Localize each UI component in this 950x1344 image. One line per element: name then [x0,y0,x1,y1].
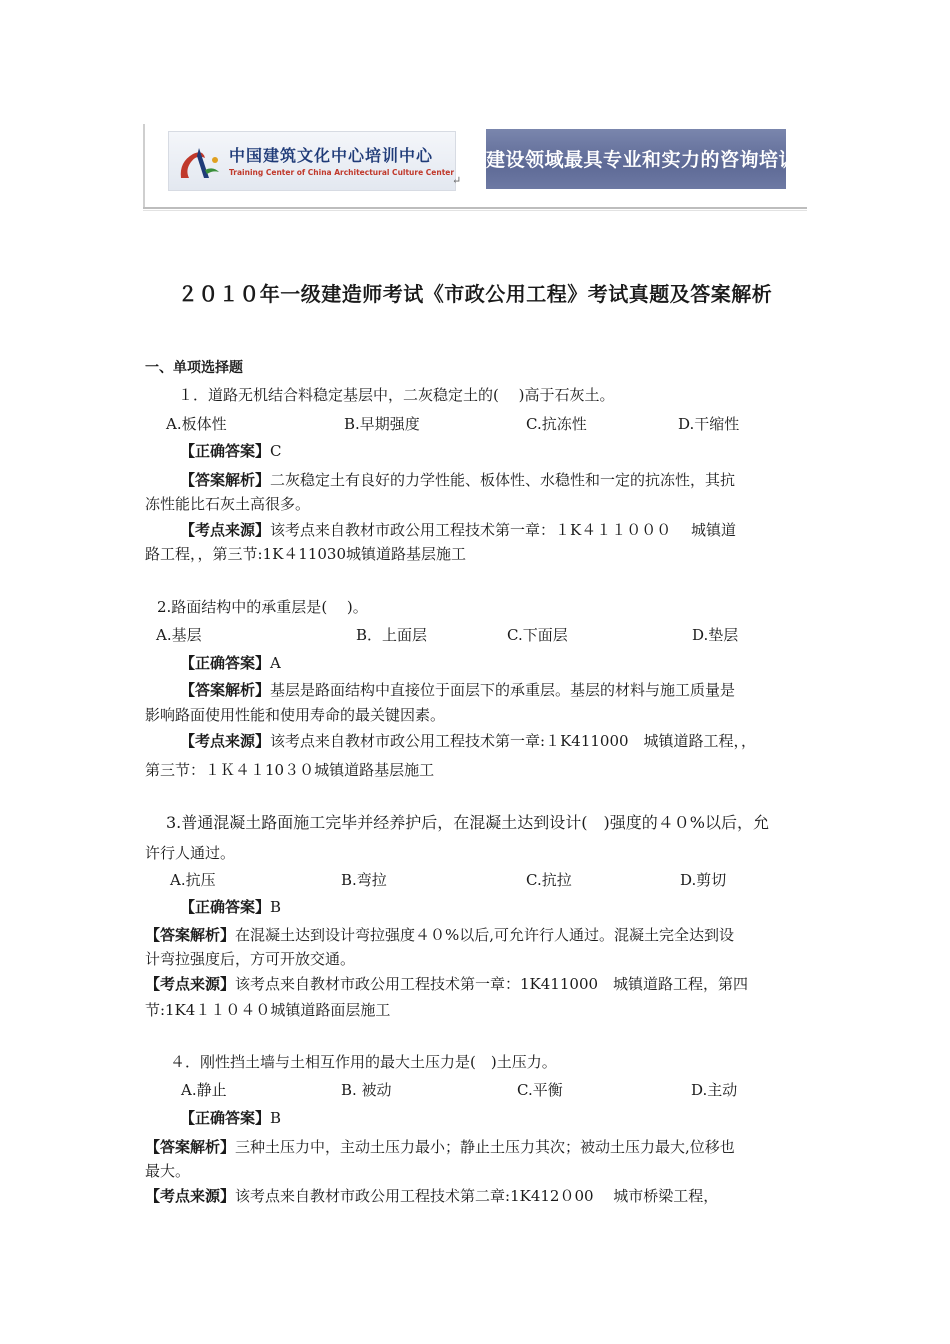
option-c: C.平衡 [517,1081,563,1099]
question-stem: ４．刚性挡土墙与土相互作用的最大土压力是( )土压力。 [170,1053,557,1071]
analysis-label: 【答案解析】 [180,681,271,699]
option-c: C.下面层 [507,626,568,644]
answer-label: 【正确答案】 [180,654,271,672]
analysis-text-cont: 影响路面使用性能和使用寿命的最关键因素。 [145,706,446,724]
source-label: 【考点来源】 [180,732,271,750]
analysis-text: 二灰稳定土有良好的力学性能、板体性、水稳性和一定的抗冻性，其抗 [270,471,736,489]
slogan: 建设领域最具专业和实力的咨询培训机构 [486,149,838,171]
source-line [180,520,736,540]
document-title: ２０１０年一级建造师考试《市政公用工程》考试真题及答案解析 [177,282,773,306]
question-stem: 2.路面结构中的承重层是( )。 [157,598,368,616]
analysis-text-cont: 最大。 [145,1162,191,1180]
source-text-cont: 第三节：１Ｋ４１10３０城镇道路基层施工 [145,761,435,779]
option-a: A.静止 [181,1081,227,1099]
option-a: A.板体性 [166,415,227,433]
question-stem-cont: 许行人通过。 [145,844,236,862]
section-heading: 一、单项选择题 [145,360,243,376]
analysis-text: 基层是路面结构中直接位于面层下的承重层。基层的材料与施工质量是 [270,681,736,699]
analysis-label: 【答案解析】 [145,1138,236,1156]
source-line [145,974,748,994]
option-b: B.早期强度 [344,415,420,433]
option-d: D.剪切 [680,871,727,889]
answer-line [180,441,282,461]
source-line [145,1186,718,1206]
answer-value: B [270,898,282,916]
header-rule-left [143,124,145,208]
source-text: 该考点来自教材市政公用工程技术第二章:1K412０00 城市桥梁工程， [235,1187,719,1205]
analysis-line [145,925,734,945]
option-c: C.抗拉 [526,871,572,889]
option-b: B. 被动 [341,1081,392,1099]
org-name-cn: 中国建筑文化中心培训中心 [229,146,434,165]
option-a: A.抗压 [170,871,216,889]
source-label: 【考点来源】 [145,1187,236,1205]
source-line [180,731,756,751]
answer-label: 【正确答案】 [180,1109,271,1127]
source-label: 【考点来源】 [180,521,271,539]
source-text-cont: 节:1K4１１０４０城镇道路面层施工 [145,1001,391,1019]
paragraph-mark: ↵ [452,174,462,187]
option-b: B．上面层 [356,626,428,644]
analysis-line [145,1137,735,1157]
analysis-label: 【答案解析】 [145,926,236,944]
option-d: D.垫层 [692,626,739,644]
source-text: 该考点来自教材市政公用工程技术第一章：１K４１１０００ 城镇道 [270,521,736,539]
answer-value: B [270,1109,282,1127]
answer-line [180,653,281,673]
question-stem: 3.普通混凝土路面施工完毕并经养护后，在混凝土达到设计( )强度的４０%以后，允 [166,813,769,832]
option-d: D.干缩性 [678,415,740,433]
source-text: 该考点来自教材市政公用工程技术第一章:１K411000 城镇道路工程，， [270,732,757,750]
analysis-line [180,470,735,490]
answer-line [180,1108,281,1128]
org-logo-icon [175,140,223,184]
org-name-en: Training Center of China Architectural Culture Center [229,168,455,177]
option-c: C.抗冻性 [526,415,587,433]
header-banner-left [168,131,456,191]
answer-label: 【正确答案】 [180,442,271,460]
answer-value: A [270,654,281,672]
analysis-text: 三种土压力中，主动土压力最小；静止土压力其次；被动土压力最大,位移也 [235,1138,735,1156]
question-stem: １．道路无机结合料稳定基层中，二灰稳定土的( )高于石灰土。 [178,386,615,404]
answer-value: C [270,442,282,460]
analysis-line [180,680,735,700]
answer-label: 【正确答案】 [180,898,271,916]
header-rule-bottom-light [143,210,807,211]
source-text: 该考点来自教材市政公用工程技术第一章：1K411000 城镇道路工程，第四 [235,975,749,993]
analysis-label: 【答案解析】 [180,471,271,489]
answer-line [180,897,281,917]
option-d: D.主动 [691,1081,738,1099]
analysis-text: 在混凝土达到设计弯拉强度４０%以后,可允许行人通过。混凝土完全达到设 [235,926,735,944]
source-label: 【考点来源】 [145,975,236,993]
analysis-text-cont: 冻性能比石灰土高很多。 [145,495,311,513]
analysis-text-cont: 计弯拉强度后，方可开放交通。 [145,950,356,968]
header-banner-right [486,129,838,189]
option-b: B.弯拉 [341,871,387,889]
option-a: A.基层 [156,626,202,644]
header-rule-bottom [143,207,807,209]
source-text-cont: 路工程，，第三节:1K４11030城镇道路基层施工 [145,545,467,563]
